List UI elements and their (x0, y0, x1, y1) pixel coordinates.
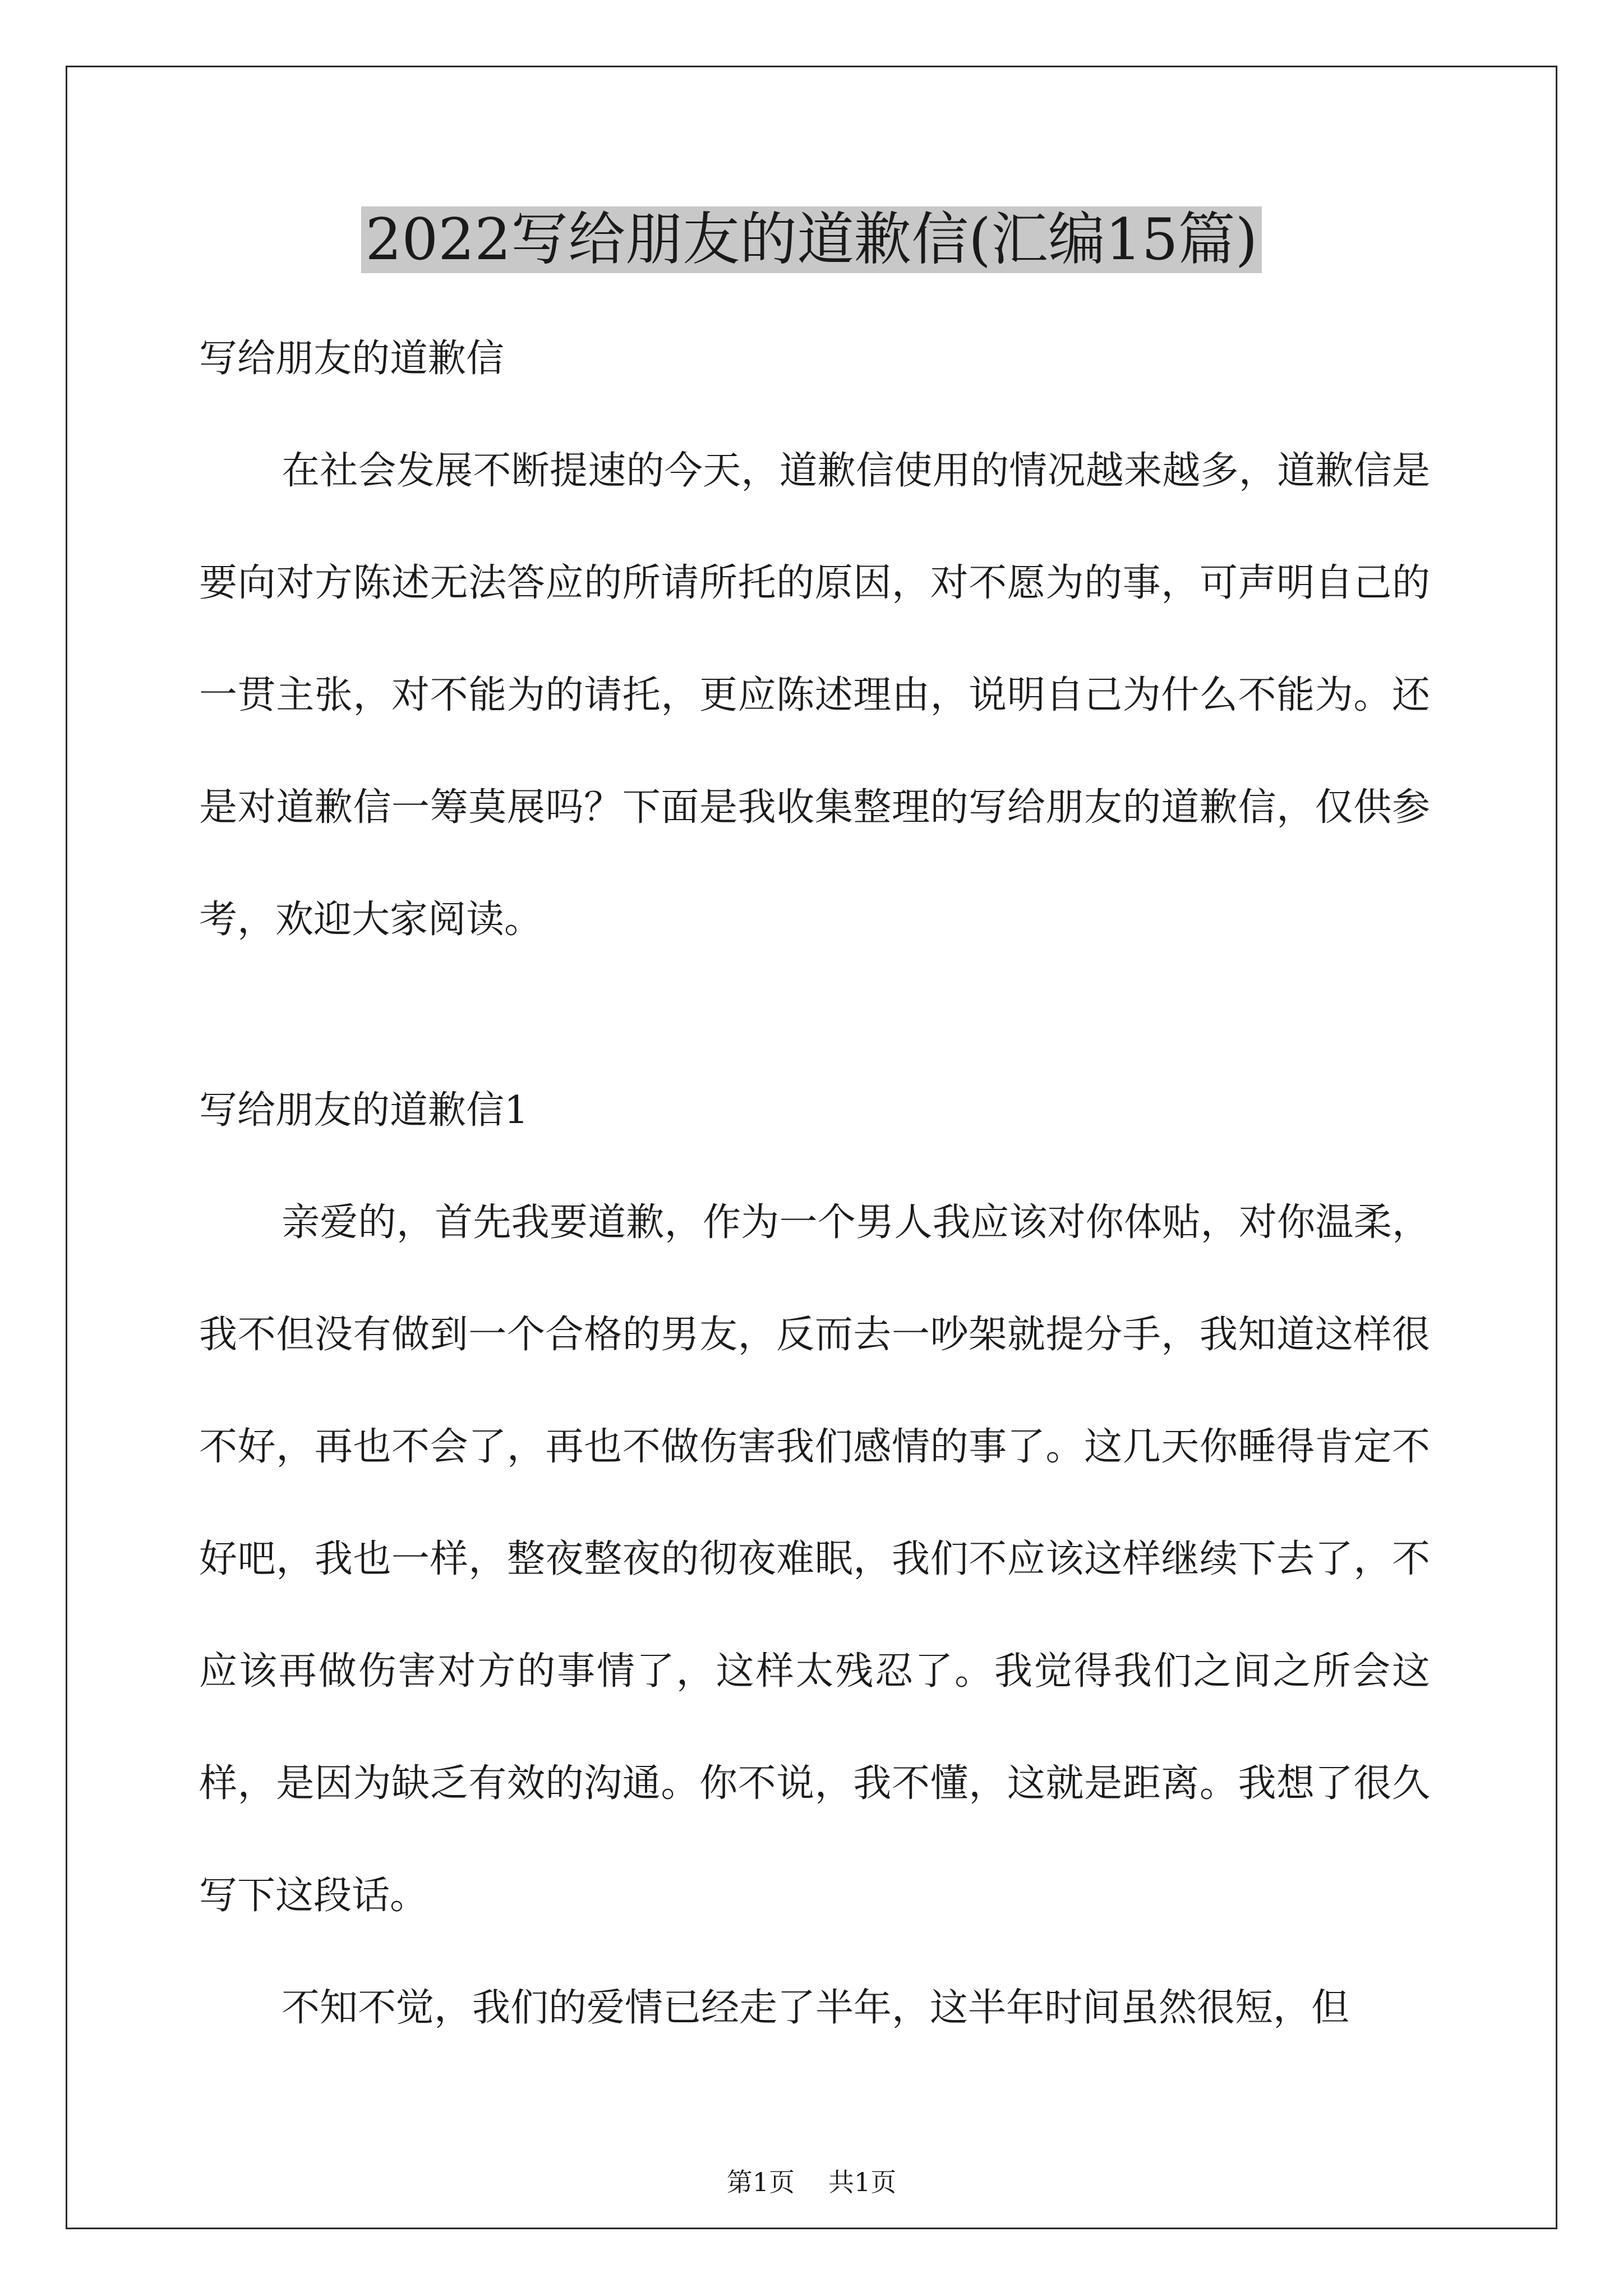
document-title (0, 201, 1623, 279)
letter-1-paragraph-2: 不知不觉，我们的爱情已经走了半年，这半年时间虽然很短，但 (282, 1986, 1350, 2030)
document-body (199, 303, 1430, 2064)
document-title-text: 2022写给朋友的道歉信(汇编15篇) (361, 206, 1262, 273)
section-heading-letter-1: 写给朋友的道歉信1 (199, 1088, 529, 1133)
page-number: 第1页 (726, 2167, 795, 2197)
intro-paragraph: 在社会发展不断提速的今天，道歉信使用的情况越来越多，道歉信是要向对方陈述无法答应的所请所托的原因，对不愿为的事，可声明自己的一贯主张，对不能为的请托，更应陈述理由，说明自己为什么不能为。还是对道歉信一筹莫展吗？下面是我收集整理的写给朋友的道歉信，仅供参考，欢迎大家阅读。 (199, 449, 1430, 942)
letter-1-paragraph-1: 亲爱的，首先我要道歉，作为一个男人我应该对你体贴，对你温柔，我不但没有做到一个合格的男友，反而去一吵架就提分手，我知道这样很不好，再也不会了，再也不做伤害我们感情的事了。这几天你睡得肯定不好吧，我也一样，整夜整夜的彻夜难眠，我们不应该这样继续下去了，不应该再做伤害对方的事情了，这样太残忍了。我觉得我们之间之所会这样，是因为缺乏有效的沟通。你不说，我不懂，这就是距离。我想了很久写下这段话。 (199, 1200, 1430, 1918)
section-heading-intro: 写给朋友的道歉信 (199, 337, 505, 381)
section-spacer (199, 976, 1430, 1055)
page-footer (0, 2165, 1623, 2199)
page-total: 共1页 (828, 2167, 897, 2197)
